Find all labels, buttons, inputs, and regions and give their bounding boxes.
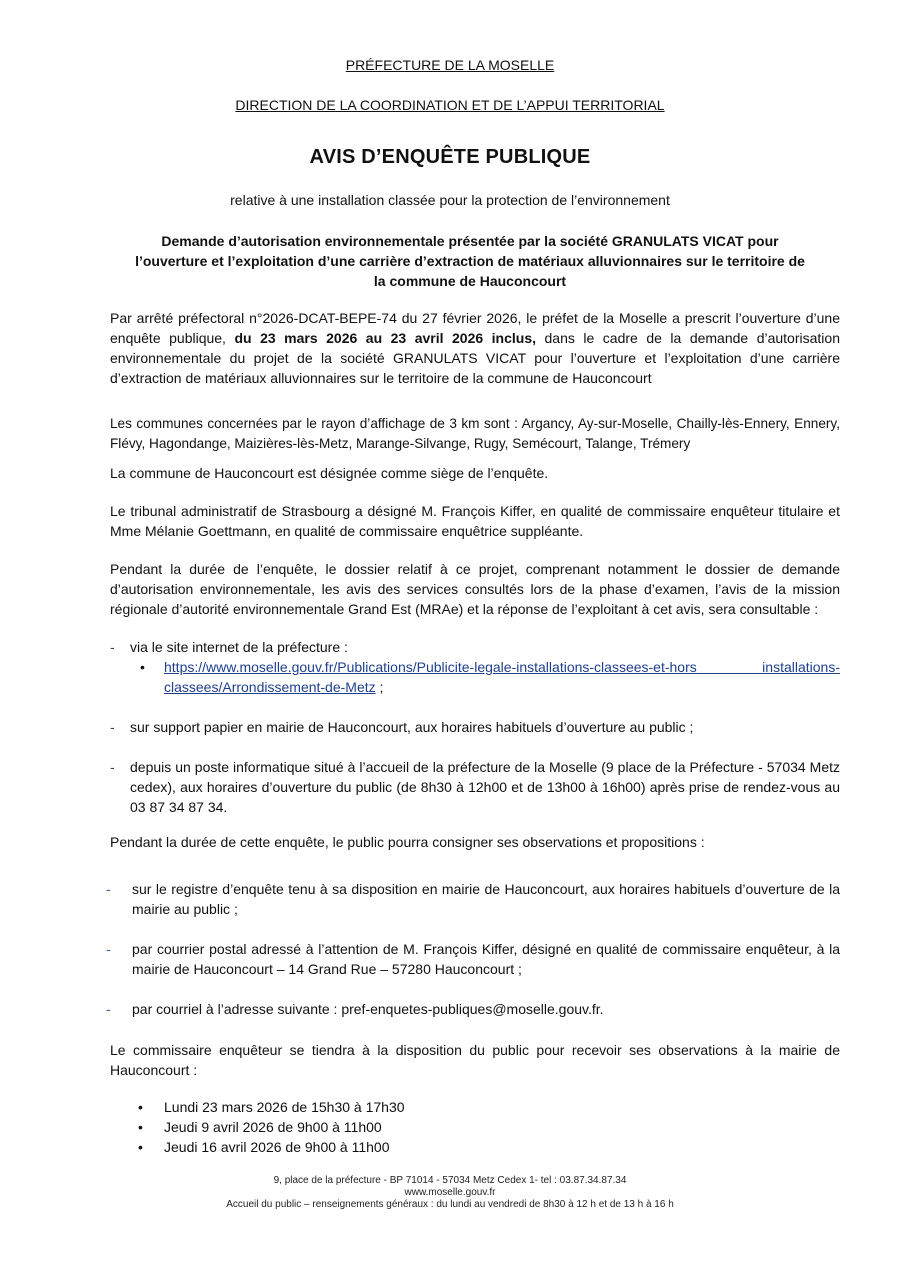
footer-address: 9, place de la préfecture - BP 71014 - 57034 Metz Cedex 1- tel : 03.87.34.87.34: [273, 1175, 627, 1186]
schedule-item: • Lundi 23 mars 2026 de 15h30 à 17h30: [138, 1099, 405, 1115]
bullet-icon: •: [140, 659, 145, 675]
dash-icon: -: [106, 881, 111, 897]
list-item: - depuis un poste informatique situé à l’accueil de la préfecture de la Moselle (9 place de la Préfecture - 57034 Metz cedex), aux horaires d’ouverture du public (de 8h30 à 12h00 et de 13h00 à 16h00) après prise de rendez-vous au 03 87 34 87 34.: [110, 759, 840, 815]
request-summary: Demande d’autorisation environnementale présentée par la société GRANULATS VICAT pour l’ouverture et l’exploitation d’une carrière d’extraction de matériaux alluvionnaires sur le territoire de la commune de Hauconcourt: [135, 233, 805, 289]
bullet-icon: •: [138, 1139, 143, 1155]
dash-icon: -: [106, 1001, 111, 1017]
subtitle: relative à une installation classée pour la protection de l’environnement: [230, 192, 670, 208]
list-item: • https://www.moselle.gouv.fr/Publications/Publicite-legale-installations-classees-et-hors installations-classees/Arrondissement-de-Metz ;: [140, 659, 840, 695]
list-item: - via le site internet de la préfecture :: [110, 639, 348, 655]
prefecture-website-link[interactable]: https://www.moselle.gouv.fr/Publications/Publicite-legale-installations-classees-et-hors installations-classees/Arrondissement-de-Metz: [164, 659, 840, 695]
page-title: AVIS D’ENQUÊTE PUBLIQUE: [309, 146, 591, 168]
footer-website: www.moselle.gouv.fr: [404, 1187, 496, 1198]
footer-hours: Accueil du public – renseignements généraux : du lundi au vendredi de 8h30 à 12 h et de 13 h à 16 h: [226, 1199, 674, 1210]
list-item: - sur support papier en mairie de Hauconcourt, aux horaires habituels d’ouverture au public ;: [110, 719, 694, 735]
consultation-list: [110, 637, 840, 817]
dash-icon: -: [110, 639, 115, 655]
paragraph-siege: La commune de Hauconcourt est désignée comme siège de l’enquête.: [110, 465, 549, 481]
list-item: - par courriel à l’adresse suivante : pref-enquetes-publiques@moselle.gouv.fr.: [106, 1001, 604, 1017]
inquiry-dates: du 23 mars 2026 au 23 avril 2026 inclus,: [234, 330, 537, 346]
dash-icon: -: [110, 759, 115, 775]
direction-header: DIRECTION DE LA COORDINATION ET DE L’APPUI TERRITORIAL: [235, 97, 665, 113]
paragraph-commissaire: Le tribunal administratif de Strasbourg a désigné M. François Kiffer, en qualité de commissaire enquêteur titulaire et Mme Mélanie Goettmann, en qualité de commissaire enquêtrice suppléante.: [110, 503, 840, 539]
schedule-list: [110, 1097, 405, 1157]
bullet-icon: •: [138, 1099, 143, 1115]
schedule-item: • Jeudi 16 avril 2026 de 9h00 à 11h00: [138, 1139, 390, 1155]
bullet-icon: •: [138, 1119, 143, 1135]
paragraph-permanences: Le commissaire enquêteur se tiendra à la disposition du public pour recevoir ses observations à la mairie de Hauconcourt :: [110, 1042, 840, 1078]
list-item: - par courrier postal adressé à l’attention de M. François Kiffer, désigné en qualité de commissaire enquêteur, à la mairie de Hauconcourt – 14 Grand Rue – 57280 Hauconcourt ;: [106, 941, 840, 977]
paragraph-observations: Pendant la durée de cette enquête, le public pourra consigner ses observations et propositions :: [110, 834, 705, 850]
schedule-item: • Jeudi 9 avril 2026 de 9h00 à 11h00: [138, 1119, 382, 1135]
dash-icon: -: [110, 719, 115, 735]
dash-icon: -: [106, 941, 111, 957]
prefecture-header: PRÉFECTURE DE LA MOSELLE: [345, 57, 555, 73]
observations-list: [106, 879, 840, 1019]
paragraph-dossier: Pendant la durée de l’enquête, le dossier relatif à ce projet, comprenant notamment le dossier de demande d’autorisation environnementale, les avis des services consultés lors de la phase d’examen, l’avis de la mission régionale d’autorité environnementale Grand Est (MRAe) et la réponse de l’exploitant à cet avis, sera consultable :: [110, 561, 840, 617]
page-footer: [0, 1175, 900, 1211]
list-item: - sur le registre d’enquête tenu à sa disposition en mairie de Hauconcourt, aux horaires habituels d’ouverture de la mairie au public ;: [106, 881, 840, 917]
paragraph-arrete: Par arrêté préfectoral n°2026-DCAT-BEPE-74 du 27 février 2026, le préfet de la Moselle a prescrit l’ouverture d’une enquête publique, du 23 mars 2026 au 23 avril 2026 inclus, dans le cadre de la demande d’autorisation environnementale du projet de la société GRANULATS VICAT pour l’ouverture et l’exploitation d’une carrière d’extraction de matériaux alluvionnaires sur le territoire de la commune de Hauconcourt: [110, 310, 840, 386]
paragraph-communes: Les communes concernées par le rayon d’affichage de 3 km sont : Argancy, Ay-sur-Moselle, Chailly-lès-Ennery, Ennery, Flévy, Hagondange, Maizières-lès-Metz, Marange-Silvange, Rugy, Semécourt, Talange, Trémery: [110, 416, 840, 451]
